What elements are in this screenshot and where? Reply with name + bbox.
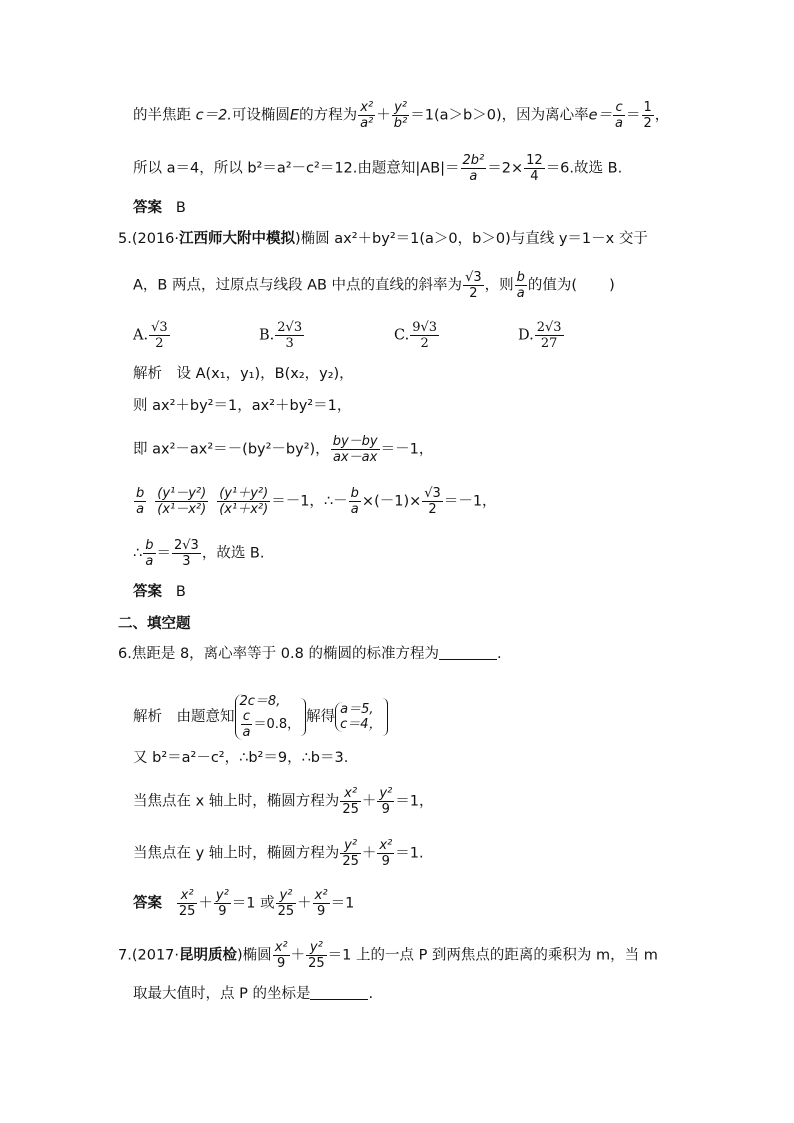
answer-line-top: 答案 B — [133, 200, 186, 216]
fraction-c-a: $\frac{c}{a}$ — [615, 100, 623, 131]
q5-solution-4: $\frac{b}{a}$ $\frac{\text{(y¹－y²)}}{\text{(x¹－x²)}}$ $\frac{\text{(y¹＋y²)}}{\text{(x¹＋x²)}}$ ＝－1，∴－ $\frac{b}{a}$ ×(－1)× $\frac{√3}{2}$ ＝－1， — [136, 486, 497, 517]
q5-stem-line-2: A，B 两点，过原点与线段 AB 中点的直线的斜率为 $\frac{√3}{2}$ ，则 $\frac{b}{a}$ 的值为( ) — [133, 270, 615, 301]
fraction-x2-a2: $\frac{\text{x²}}{\text{a²}}$ — [360, 100, 374, 131]
q6-answer-blank[interactable] — [439, 645, 497, 660]
answer-line-q5: 答案 B — [133, 584, 186, 600]
section-title: 二、填空题 — [118, 616, 191, 632]
fraction-b-a: $\frac{b}{a}$ — [516, 270, 525, 301]
fraction-diff: $\frac{\text{(y¹－y²)}}{\text{(x¹－x²)}}$ — [157, 486, 207, 517]
q6-solution-1: 解析 由题意知 2c＝8, $\frac{c}{a}$ ＝0.8， 解得 a＝5, c＝4， — [133, 694, 388, 740]
q6-solution-3: 当焦点在 x 轴上时，椭圆方程为 $\frac{\text{x²}}{25}$ ＋ $\frac{\text{y²}}{9}$ ＝1， — [133, 786, 434, 817]
option-b[interactable]: B. $\frac{2√3}{3}$ — [259, 320, 303, 351]
q6-solution-2: 又 b²＝a²－c²，∴b²＝9，∴b＝3. — [133, 750, 349, 766]
option-d[interactable]: D. $\frac{2√3}{27}$ — [518, 320, 562, 351]
fraction-1-2: $\frac{1}{2}$ — [643, 100, 652, 131]
fraction-sum: $\frac{\text{(y¹＋y²)}}{\text{(x¹＋x²)}}$ — [219, 486, 269, 517]
system-brace-1: 2c＝8, $\frac{c}{a}$ ＝0.8， — [235, 694, 301, 740]
answer-line-q6: 答案 $\frac{\text{x²}}{25}$ ＋ $\frac{\text{y²}}{9}$ ＝1 或 $\frac{\text{y²}}{25}$ ＋ $\frac{\text{x²}}{9}$ ＝1 — [133, 888, 355, 919]
q6-solution-4: 当焦点在 y 轴上时，椭圆方程为 $\frac{\text{y²}}{25}$ ＋ $\frac{\text{x²}}{9}$ ＝1. — [133, 838, 424, 869]
q5-solution-1: 解析 设 A(x₁，y₁)，B(x₂，y₂)， — [133, 366, 354, 382]
q7-stem-line-1: 7.(2017·昆明质检)椭圆 $\frac{\text{x²}}{9}$ ＋ $\frac{\text{y²}}{25}$ ＝1 上的一点 P 到两焦点的距离的乘积为 m，当 m — [118, 940, 658, 971]
solution-line-2: 所以 a＝4，所以 b²＝a²－c²＝12.由题意知|AB|＝ $\frac{\text{2b²}}{a}$ ＝2× $\frac{12}{4}$ ＝6.故选 B. — [133, 153, 623, 184]
fraction-12-4: $\frac{12}{4}$ — [526, 153, 543, 184]
option-a[interactable]: A. $\frac{√3}{2}$ — [133, 320, 168, 351]
q5-stem-line-1: 5.(2016·江西师大附中模拟)椭圆 ax²＋by²＝1(a＞0，b＞0)与直线 y＝1－x 交于 — [118, 231, 648, 247]
solution-line-1: 的半焦距 c＝2.可设椭圆E的方程为 $\frac{\text{x²}}{\text{a²}}$ ＋ $\frac{\text{y²}}{\text{b²}}$ ＝1(a＞b＞0)，因为离心率e＝ $\frac{c}{a}$ ＝ $\frac{1}{2}$ ， — [133, 100, 670, 131]
option-c[interactable]: C. $\frac{9√3}{2}$ — [394, 320, 438, 351]
q5-solution-5: ∴ $\frac{b}{a}$ ＝ $\frac{2√3}{3}$ ，故选 B. — [133, 538, 265, 569]
q7-stem-line-2: 取最大值时，点 P 的坐标是 . — [133, 986, 374, 1002]
q5-solution-2: 则 ax²＋by²＝1，ax²＋by²＝1， — [133, 398, 352, 414]
q5-options — [133, 320, 565, 351]
system-brace-2: a＝5, c＝4， — [335, 702, 381, 732]
q7-answer-blank[interactable] — [310, 985, 368, 1000]
q6-stem: 6.焦距是 8，离心率等于 0.8 的椭圆的标准方程为 . — [118, 646, 502, 662]
fraction-b-a-2: $\frac{b}{a}$ — [136, 486, 145, 517]
q5-solution-3: 即 ax²－ax²＝－(by²－by²)， $\frac{by-by}{ax-ax}$ ＝－1， — [133, 434, 434, 465]
fraction-by-ax: $\frac{by-by}{ax-ax}$ — [332, 434, 378, 465]
fraction-y2-b2: $\frac{\text{y²}}{\text{b²}}$ — [393, 100, 408, 131]
fraction-sqrt3-2: $\frac{√3}{2}$ — [465, 270, 482, 301]
fraction-2b2-a: $\frac{\text{2b²}}{a}$ — [462, 153, 485, 184]
